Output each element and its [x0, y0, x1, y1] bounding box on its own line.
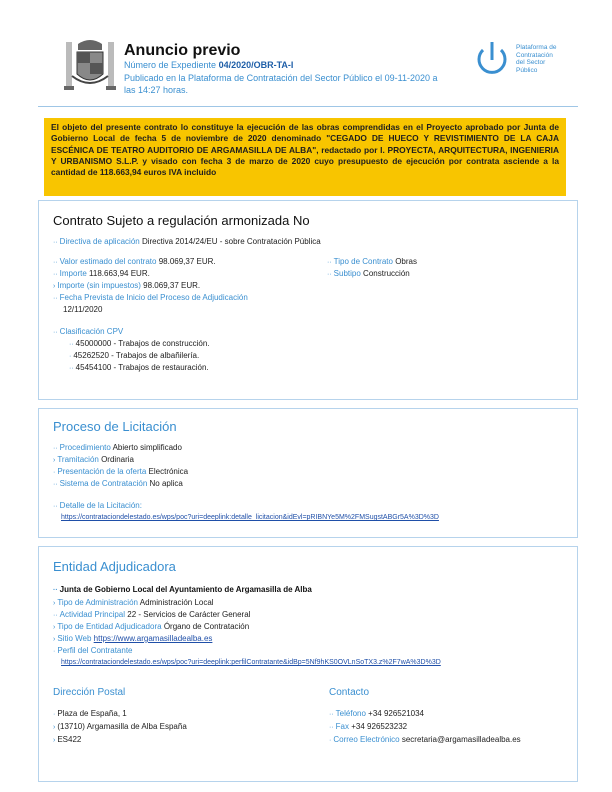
bullet-icon: › [53, 457, 56, 464]
bullet-icon: ·· [69, 341, 74, 348]
bullet-icon: · [53, 648, 56, 655]
tipo-contrato-row [327, 257, 417, 268]
platform-text-3: del Sector [516, 59, 546, 66]
bullet-icon: ·· [53, 612, 58, 619]
bullet-icon: · [53, 711, 56, 718]
platform-text-2: Contratación [516, 51, 553, 59]
direccion-line [53, 735, 81, 746]
actividad-label: Actividad Principal [59, 610, 126, 619]
subtipo-value: Construcción [363, 269, 410, 278]
tipo-admin-label: Tipo de Administración [57, 598, 138, 607]
importe-sin-label: Importe (sin impuestos) [57, 281, 141, 290]
contract-section [38, 200, 578, 400]
tipo-admin-value: Administración Local [139, 598, 214, 607]
actividad-row [53, 610, 250, 621]
bullet-icon: ·· [53, 271, 58, 278]
contract-heading-value: No [292, 213, 310, 228]
cpv-code: 45000000 [75, 339, 112, 348]
cpv-code: 45262520 [73, 351, 109, 360]
bullet-icon: ·· [53, 295, 58, 302]
procedimiento-value: Abierto simplificado [112, 443, 182, 452]
direccion-heading: Dirección Postal [53, 687, 126, 698]
document-title: Anuncio previo [124, 42, 241, 59]
bullet-icon: ·· [53, 239, 58, 246]
coat-of-arms-icon [62, 36, 118, 96]
perfil-link[interactable]: https://contrataciondelestado.es/wps/poc?uri=deeplink:perfilContratante&idBp=5Nf9hKS0OVLnSoTX3.z%2F7wA%3D%3D [61, 659, 441, 666]
fax-label: Fax [335, 722, 350, 731]
document-header [0, 0, 612, 110]
platform-logo-text [516, 44, 576, 74]
bullet-icon: · [53, 469, 56, 476]
directiva-row [53, 237, 321, 248]
tramitacion-row [53, 455, 134, 466]
telefono-row [329, 709, 424, 720]
correo-label: Correo Electrónico [333, 735, 400, 744]
entity-name-row [53, 585, 312, 596]
bullet-icon: ·· [69, 365, 74, 372]
fax-value: +34 926523232 [351, 722, 408, 731]
contract-heading [53, 213, 310, 228]
platform-power-icon [474, 38, 510, 80]
importe-label: Importe [59, 269, 87, 278]
importe-value: 118.663,94 EUR. [89, 269, 150, 278]
fecha-value: 12/11/2020 [63, 305, 103, 314]
bullet-icon: ·· [329, 724, 334, 731]
tramitacion-value: Ordinaria [101, 455, 134, 464]
direccion-line-2: (13710) Argamasilla de Alba España [57, 722, 187, 731]
entity-heading: Entidad Adjudicadora [53, 559, 176, 574]
bullet-icon: ·· [327, 271, 332, 278]
cpv-desc: - Trabajos de construcción. [111, 339, 210, 348]
valor-label: Valor estimado del contrato [59, 257, 157, 266]
subtipo-row [327, 269, 410, 280]
bullet-icon: · [329, 737, 332, 744]
tipo-admin-row [53, 598, 214, 609]
telefono-label: Teléfono [335, 709, 366, 718]
direccion-line [53, 722, 187, 733]
tipo-contrato-value: Obras [395, 257, 417, 266]
expediente-number: 04/2020/OBR-TA-I [218, 60, 294, 70]
cpv-item [69, 363, 209, 374]
detalle-label: Detalle de la Licitación: [59, 501, 142, 510]
sistema-row [53, 479, 183, 490]
tramitacion-label: Tramitación [57, 455, 99, 464]
publication-line-2: las 14:27 horas. [124, 84, 189, 95]
detalle-row [53, 501, 142, 512]
directiva-label: Directiva de aplicación [59, 237, 140, 246]
importe-sin-row [53, 281, 200, 292]
tipo-entidad-value: Órgano de Contratación [163, 622, 250, 631]
telefono-value: +34 926521034 [368, 709, 424, 718]
contacto-heading: Contacto [329, 687, 370, 698]
entity-name: Junta de Gobierno Local del Ayuntamiento de Argamasilla de Alba [59, 585, 312, 594]
presentacion-label: Presentación de la oferta [57, 467, 147, 476]
tipo-contrato-label: Tipo de Contrato [333, 257, 393, 266]
detalle-link[interactable]: https://contrataciondelestado.es/wps/poc?uri=deeplink:detalle_licitacion&idEvl=pRIBNYe5M%2FMSugstABGr5A%3D%3D [61, 514, 439, 521]
valor-row [53, 257, 216, 268]
sistema-label: Sistema de Contratación [59, 479, 148, 488]
correo-row [329, 735, 521, 746]
bullet-icon: › [53, 600, 56, 607]
importe-sin-value: 98.069,37 EUR. [143, 281, 201, 290]
procedimiento-label: Procedimiento [59, 443, 111, 452]
perfil-label: Perfil del Contratante [57, 646, 133, 655]
bullet-icon: › [53, 724, 56, 731]
bullet-icon: ·· [53, 329, 58, 336]
direccion-line-3: ES422 [57, 735, 82, 744]
cpv-row [53, 327, 123, 338]
tipo-entidad-row [53, 622, 249, 633]
procedimiento-row [53, 443, 182, 454]
publication-note [124, 73, 474, 96]
sitio-web-link[interactable]: https://www.argamasilladealba.es [93, 634, 213, 643]
perfil-row [53, 646, 133, 657]
tender-process-section [38, 408, 578, 538]
bullet-icon: › [53, 283, 56, 290]
subtipo-label: Subtipo [333, 269, 361, 278]
bullet-icon: ·· [53, 587, 58, 594]
cpv-desc: - Trabajos de albañilería. [108, 351, 200, 360]
direccion-line-1: Plaza de España, 1 [57, 709, 127, 718]
fecha-label: Fecha Prevista de Inicio del Proceso de Adjudicación [59, 293, 248, 302]
cpv-desc: - Trabajos de restauración. [111, 363, 209, 372]
directiva-value: Directiva 2014/24/EU - sobre Contratación Pública [141, 237, 321, 246]
bullet-icon: ·· [53, 259, 58, 266]
contract-heading-label: Contrato Sujeto a regulación armonizada [53, 213, 290, 228]
bullet-icon: ·· [329, 711, 334, 718]
actividad-value: 22 - Servicios de Carácter General [127, 610, 251, 619]
bullet-icon: ·· [53, 503, 58, 510]
bullet-icon: ·· [53, 481, 58, 488]
header-divider [38, 106, 578, 107]
cpv-item [69, 339, 210, 350]
platform-text-1: Plataforma de [516, 44, 557, 51]
bullet-icon: › [53, 737, 56, 744]
cpv-code: 45454100 [75, 363, 112, 372]
process-heading: Proceso de Licitación [53, 419, 177, 434]
presentacion-row [53, 467, 188, 478]
correo-value: secretaria@argamasilladealba.es [401, 735, 521, 744]
bullet-icon: ·· [53, 445, 58, 452]
bullet-icon: ·· [327, 259, 332, 266]
valor-value: 98.069,37 EUR. [158, 257, 216, 266]
publication-line-1: Publicado en la Plataforma de Contratación del Sector Público el 09-11-2020 a [124, 73, 438, 83]
bullet-icon: › [53, 624, 56, 631]
platform-text-4: Público [516, 66, 538, 74]
sitio-web-row [53, 634, 212, 645]
contract-object-summary: El objeto del presente contrato lo constituye la ejecución de las obras comprendidas en el Proyecto aprobado por Junta de Gobierno Local de fecha 5 de noviembre de 2020 denominado "CEGADO DE HUECO Y REVISTIMIENTO DE LA CAJA ESCÉNICA DE TEATRO AUDITORIO DE ARGAMASILLA DE ALBA", redactado por I. PROYECTA, ARQUITECTURA, INGENIERIA Y URBANISMO S.L.P. y visado con fecha 3 de marzo de 2020 cuyo presupuesto de ejecución por contrata asciende a la cantidad de 118.663,94 euros IVA incluido [44, 118, 566, 196]
direccion-line [53, 709, 127, 720]
expediente-line [124, 60, 293, 70]
cpv-label: Clasificación CPV [59, 327, 124, 336]
tipo-entidad-label: Tipo de Entidad Adjudicadora [57, 622, 162, 631]
fecha-row [53, 293, 248, 304]
fax-row [329, 722, 407, 733]
cpv-item [69, 351, 199, 362]
sistema-value: No aplica [149, 479, 183, 488]
importe-row [53, 269, 150, 280]
sitio-web-label: Sitio Web [57, 634, 92, 643]
bullet-icon: › [53, 636, 56, 643]
bullet-icon: · [69, 353, 72, 360]
contracting-entity-section [38, 546, 578, 782]
expediente-prefix: Número de Expediente [124, 60, 219, 70]
presentacion-value: Electrónica [148, 467, 189, 476]
